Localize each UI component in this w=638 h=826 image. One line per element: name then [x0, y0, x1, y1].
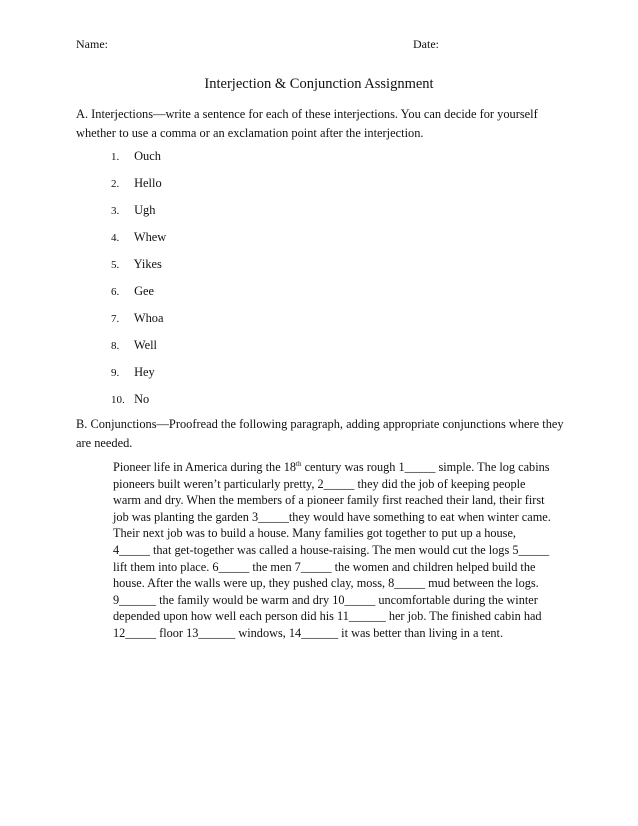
item-number: 6. — [111, 286, 120, 298]
paragraph-line: warm and dry. When the members of a pioneer family first reached their land, their first — [113, 493, 545, 508]
paragraph-line: house. After the walls were up, they pushed clay, moss, 8_____ mud between the logs. — [113, 576, 539, 591]
ordinal-suffix: th — [296, 460, 302, 468]
list-item — [111, 389, 166, 416]
paragraph-line — [113, 459, 571, 476]
item-number: 9. — [111, 367, 120, 379]
item-number: 1. — [111, 151, 120, 163]
item-number: 7. — [111, 313, 120, 325]
paragraph-line: 4_____ that get-together was called a house-raising. The men would cut the logs 5_____ — [113, 542, 550, 557]
list-item — [111, 335, 166, 362]
list-item — [111, 254, 166, 281]
paragraph-line: lift them into place. 6_____ the men 7_____ the women and children helped build the — [113, 559, 536, 574]
paragraph-line: Their next job was to build a house. Many families got together to put up a house, — [113, 526, 516, 541]
interjection-word: No — [134, 392, 150, 406]
paragraph-line: job was planting the garden 3_____they would have something to eat when winter came. — [113, 509, 551, 524]
list-item — [111, 308, 166, 335]
interjection-list — [111, 146, 166, 416]
list-item — [111, 200, 166, 227]
paragraph-line: pioneers built weren’t particularly pretty, 2_____ they did the job of keeping people — [113, 476, 526, 491]
interjection-word: Hey — [134, 365, 155, 379]
proofread-paragraph — [113, 459, 571, 642]
section-b-instructions: B. Conjunctions—Proofread the following paragraph, adding appropriate conjunctions where they are needed. — [76, 417, 564, 450]
item-number: 4. — [111, 232, 120, 244]
item-number: 10. — [111, 394, 125, 406]
item-number: 2. — [111, 178, 120, 190]
interjection-word: Gee — [134, 284, 155, 298]
list-item — [111, 227, 166, 254]
name-label: Name: — [76, 37, 108, 51]
date-label: Date: — [413, 37, 439, 51]
list-item — [111, 146, 166, 173]
paragraph-line: 12_____ floor 13______ windows, 14______ it was better than living in a tent. — [113, 625, 504, 640]
interjection-word: Yikes — [133, 257, 162, 271]
list-item — [111, 362, 166, 389]
list-item — [111, 173, 166, 200]
interjection-word: Whew — [133, 230, 167, 244]
interjection-word: Ouch — [134, 149, 161, 163]
item-number: 8. — [111, 340, 120, 352]
section-a-instructions: A. Interjections—write a sentence for each of these interjections. You can decide for yourself whether to use a comma or an exclamation point after the interjection. — [76, 107, 538, 140]
item-number: 5. — [111, 259, 120, 271]
line-text: century was rough 1_____ simple. The log cabins — [301, 460, 550, 474]
paragraph-line: 9______ the family would be warm and dry 10_____ uncomfortable during the winter — [113, 592, 538, 607]
list-item — [111, 281, 166, 308]
item-number: 3. — [111, 205, 120, 217]
interjection-word: Well — [133, 338, 157, 352]
paragraph-line: depended upon how well each person did his 11______ her job. The finished cabin had — [113, 609, 542, 624]
interjection-word: Ugh — [134, 203, 156, 217]
page-title: Interjection & Conjunction Assignment — [204, 76, 434, 92]
interjection-word: Whoa — [133, 311, 164, 325]
line-text: Pioneer life in America during the 18 — [113, 460, 297, 474]
interjection-word: Hello — [134, 176, 162, 190]
